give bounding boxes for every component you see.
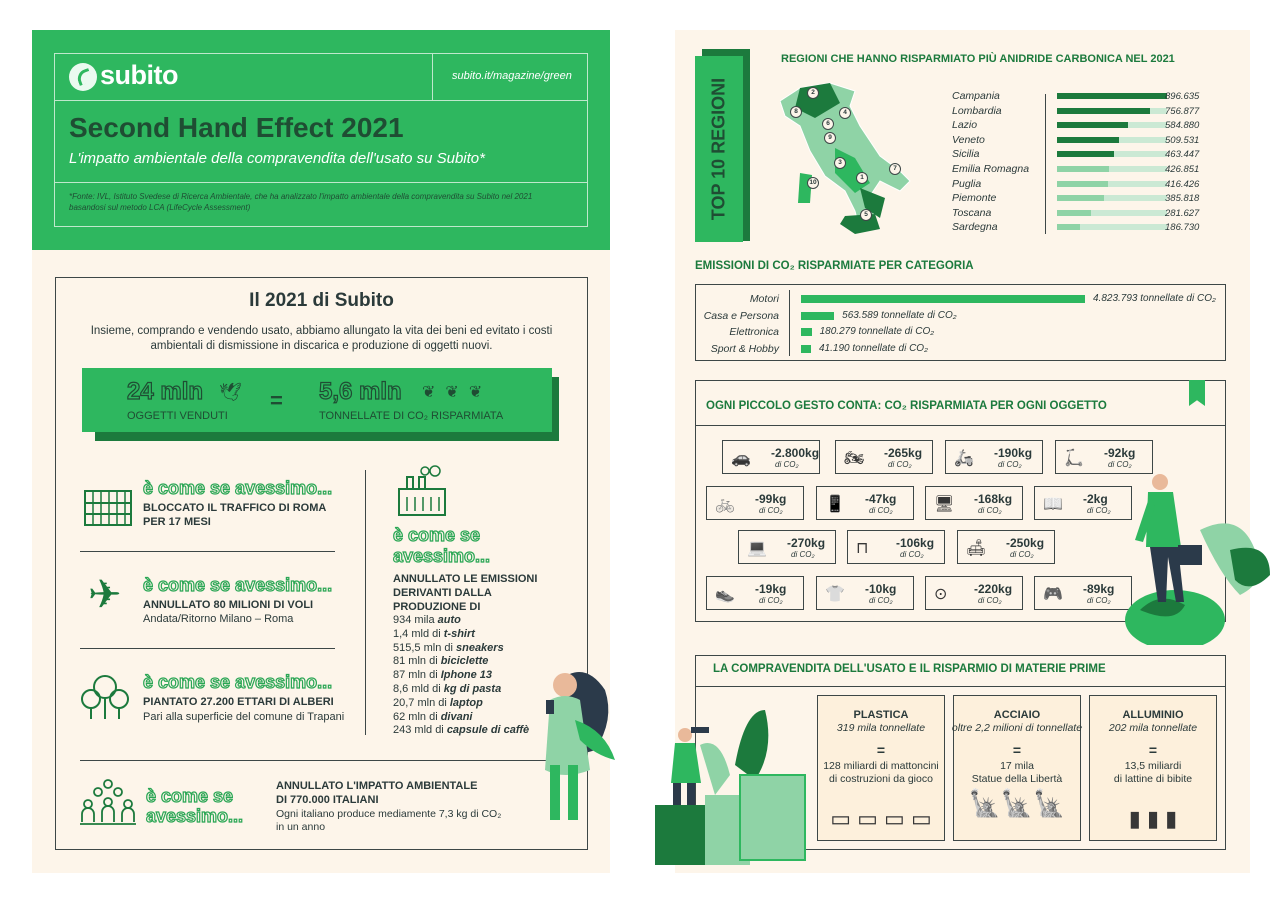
region-bar: [1057, 224, 1080, 230]
production-text: DERIVANTI DALLA: [393, 587, 492, 599]
region-value: 896.635: [1165, 91, 1200, 102]
object-co2-unit: di CO₂: [1010, 550, 1034, 559]
leaf-icon: ❦❦❦: [422, 384, 493, 401]
airplane-icon: ✈: [88, 573, 122, 617]
region-bar: [1057, 137, 1119, 143]
as-if-heading: avessimo...: [393, 546, 491, 566]
region-name: Lombardia: [952, 104, 1002, 117]
italians-subtext: Ogni italiano produce mediamente 7,3 kg di CO₂: [276, 808, 502, 820]
as-if-heading: è come se avessimo...: [143, 478, 333, 498]
category-name: Motori: [749, 293, 779, 305]
header-banner: [32, 30, 610, 250]
object-card: [847, 530, 945, 564]
object-co2-unit: di CO₂: [759, 506, 783, 515]
object-co2-unit: di CO₂: [869, 506, 893, 515]
material-amount: 319 mila tonnellate: [836, 722, 926, 734]
map-rank-marker: 10: [807, 177, 819, 189]
production-text: PRODUZIONE DI: [393, 601, 481, 613]
factory-icon: [395, 465, 449, 519]
sofa-icon: 🛋: [966, 540, 987, 557]
material-amount: oltre 2,2 milioni di tonnellate: [951, 722, 1083, 734]
object-co2-value: -270kg: [787, 536, 826, 550]
object-co2-unit: di CO₂: [978, 506, 1002, 515]
trees-text: PIANTATO 27.200 ETTARI DI ALBERI: [143, 696, 334, 708]
objects-sold-value: 24 mln: [127, 378, 204, 405]
material-equivalent: di costruzioni da gioco: [829, 773, 933, 785]
motorbike-icon: 🏍: [844, 450, 865, 467]
object-co2-value: -99kg: [755, 492, 787, 506]
subito-logo-icon: [69, 63, 97, 91]
region-name: Sicilia: [952, 148, 980, 161]
co2-saved-label: TONNELLATE DI CO₂ RISPARMIATA: [319, 410, 504, 422]
lego-bricks-icon: ▭ ▭ ▭ ▭: [830, 806, 932, 831]
region-value: 281.627: [1165, 207, 1200, 219]
object-co2-value: -190kg: [994, 446, 1033, 460]
game-console-icon: 🎮: [1043, 586, 1063, 603]
page-subtitle: L'impatto ambientale della compravendita dell'usato su Subito*: [69, 150, 485, 167]
production-item: 62 mln di divani: [393, 710, 473, 723]
objects-sold-label: OGGETTI VENDUTI: [127, 410, 228, 422]
soda-can-icon: ▮ ▮ ▮: [1128, 806, 1178, 831]
region-bar: [1057, 93, 1167, 99]
object-card: [925, 576, 1023, 610]
object-co2-unit: di CO₂: [888, 460, 912, 469]
stats-banner: [82, 368, 552, 432]
category-name: Sport & Hobby: [710, 342, 779, 355]
material-equivalent: 128 miliardi di mattoncini: [823, 760, 939, 772]
object-co2-value: -2.800kg: [771, 446, 820, 460]
region-bar: [1057, 181, 1108, 187]
material-name: ALLUMINIO: [1122, 709, 1184, 721]
object-co2-unit: di CO₂: [998, 460, 1022, 469]
regions-axis: [1045, 94, 1046, 234]
binoculars-boxes-illustration: [655, 705, 810, 865]
region-bar: [1057, 210, 1091, 216]
category-bar: [801, 328, 812, 336]
header-divider: [54, 182, 588, 183]
object-card: [706, 486, 804, 520]
smartphone-icon: 📱: [825, 496, 845, 513]
object-card: [925, 486, 1023, 520]
scooter-icon: 🛵: [954, 450, 974, 467]
object-co2-unit: di CO₂: [791, 550, 815, 559]
production-text: ANNULLATO LE EMISSIONI: [393, 573, 538, 585]
equals-sign: =: [876, 742, 886, 758]
map-rank-marker: 6: [822, 118, 834, 130]
book-icon: 📖: [1043, 496, 1063, 513]
year-intro: Insieme, comprando e vendendo usato, abbiamo allungato la vita dei beni ed evitato i costi: [90, 325, 553, 337]
equals-sign: =: [270, 388, 283, 413]
map-rank-marker: 2: [807, 87, 819, 99]
top10-side-label: [695, 56, 743, 242]
region-value: 756.877: [1165, 105, 1200, 117]
object-card: [722, 440, 820, 474]
production-item: 87 mln di Iphone 13: [393, 669, 493, 682]
categories-axis: [789, 290, 790, 356]
object-card: [1055, 440, 1153, 474]
as-if-heading: è come se: [146, 786, 234, 806]
object-co2-unit: di CO₂: [1108, 460, 1132, 469]
shoe-icon: 👟: [715, 586, 735, 603]
page-title: Second Hand Effect 2021: [69, 112, 404, 143]
object-card: [945, 440, 1043, 474]
italians-text: ANNULLATO L'IMPATTO AMBIENTALE: [276, 780, 478, 792]
column-divider: [365, 470, 366, 735]
year-intro: ambientali di dismissione in discarica e produzione di oggetti nuovi.: [150, 340, 493, 352]
as-if-heading: è come se avessimo...: [143, 575, 333, 595]
category-bar: [801, 312, 834, 320]
region-value: 416.426: [1165, 178, 1200, 190]
divider: [695, 425, 1226, 426]
rome-traffic-text: BLOCCATO IL TRAFFICO DI ROMA: [143, 502, 327, 514]
divider: [80, 760, 555, 761]
object-co2-value: -89kg: [1083, 582, 1115, 596]
category-name: Elettronica: [729, 326, 779, 338]
category-value: 180.279 tonnellate di CO₂: [819, 326, 935, 337]
material-equivalent: 17 mila: [1000, 760, 1034, 772]
region-value: 509.531: [1165, 134, 1200, 146]
hoodie-icon: 👕: [825, 586, 845, 603]
object-co2-value: -2kg: [1083, 492, 1108, 506]
material-name: PLASTICA: [853, 709, 909, 721]
region-value: 426.851: [1165, 164, 1200, 175]
object-card: [816, 576, 914, 610]
region-name: Piemonte: [952, 192, 997, 205]
italy-map: [780, 78, 920, 240]
trees-subtext: Pari alla superficie del comune di Trapani: [143, 711, 345, 723]
italians-subtext: in un anno: [276, 821, 326, 833]
as-if-heading: è come se avessimo...: [143, 672, 333, 692]
category-value: 41.190 tonnellate di CO₂: [819, 342, 928, 354]
categories-title: EMISSIONI DI CO₂ RISPARMIATE PER CATEGORIA: [695, 260, 974, 272]
category-name: Casa e Persona: [703, 309, 779, 322]
e-scooter-icon: 🛴: [1064, 450, 1084, 467]
year-title: Il 2021 di Subito: [249, 290, 394, 311]
object-co2-unit: di CO₂: [759, 596, 783, 605]
divider: [695, 686, 1226, 687]
object-card: [738, 530, 836, 564]
bicycle-icon: 🚲: [715, 496, 735, 513]
region-name: Puglia: [952, 177, 982, 190]
region-bar: [1057, 195, 1104, 201]
object-co2-unit: di CO₂: [978, 596, 1002, 605]
map-rank-marker: 3: [834, 157, 846, 169]
equals-sign: =: [1012, 742, 1022, 758]
material-equivalent: di lattine di bibite: [1113, 773, 1193, 785]
header-divider: [54, 100, 588, 101]
regions-title: REGIONI CHE HANNO RISPARMIATO PIÙ ANIDRIDE CARBONICA NEL 2021: [781, 53, 1175, 65]
object-card: [706, 576, 804, 610]
production-list: [393, 614, 529, 738]
region-name: Emilia Romagna: [952, 163, 1030, 175]
equals-sign: =: [1148, 742, 1158, 758]
man-globe-illustration: [1120, 470, 1275, 645]
map-rank-marker: 9: [824, 132, 836, 144]
category-bar: [801, 295, 1085, 303]
object-card: [835, 440, 933, 474]
materials-title: LA COMPRAVENDITA DELL'USATO E IL RISPARMIO DI MATERIE PRIME: [713, 663, 1106, 675]
header-url[interactable]: subito.it/magazine/green: [452, 70, 572, 82]
map-rank-marker: 7: [889, 163, 901, 175]
object-co2-value: -92kg: [1104, 446, 1136, 460]
flights-text: ANNULLATO 80 MILIONI DI VOLI: [143, 599, 314, 611]
object-co2-value: -47kg: [865, 492, 897, 506]
as-if-heading: avessimo...: [146, 806, 244, 826]
region-value: 463.447: [1165, 149, 1200, 161]
map-rank-marker: 8: [790, 106, 802, 118]
material-amount: 202 mila tonnellate: [1108, 722, 1198, 734]
region-name: Veneto: [952, 133, 985, 146]
car-icon: 🚗: [731, 450, 751, 467]
flights-subtext: Andata/Ritorno Milano – Roma: [143, 613, 294, 625]
trees-icon: [80, 673, 130, 721]
objects-title: OGNI PICCOLO GESTO CONTA: CO₂ RISPARMIATA PER OGNI OGGETTO: [706, 400, 1107, 412]
object-card: [957, 530, 1055, 564]
rome-traffic-text: PER 17 MESI: [143, 516, 211, 528]
object-co2-unit: di CO₂: [1087, 596, 1111, 605]
source-footnote: basandosi sul metodo LCA (LifeCycle Assessment): [69, 203, 251, 212]
italians-text: DI 770.000 ITALIANI: [276, 794, 379, 806]
object-co2-value: -168kg: [974, 492, 1013, 506]
object-co2-unit: di CO₂: [775, 460, 799, 469]
region-bar: [1057, 108, 1150, 114]
people-icon: [80, 778, 136, 826]
production-item: 20,7 mln di laptop: [393, 696, 483, 709]
object-co2-unit: di CO₂: [869, 596, 893, 605]
year-section-frame: [55, 277, 588, 850]
production-item: 1,4 mld di t-shirt: [393, 627, 475, 640]
object-co2-value: -220kg: [974, 582, 1013, 596]
object-co2-value: -19kg: [755, 582, 787, 596]
map-rank-marker: 4: [839, 107, 851, 119]
region-value: 186.730: [1165, 222, 1200, 234]
statue-of-liberty-icon: 🗽🗽🗽: [968, 788, 1066, 818]
divider: [80, 551, 335, 552]
monitor-icon: 🖥: [934, 496, 955, 513]
production-item: 243 mld di capsule di caffè: [393, 724, 530, 737]
category-value: 563.589 tonnellate di CO₂: [842, 309, 957, 321]
object-card: [1034, 486, 1132, 520]
source-footnote: *Fonte: IVL, Istituto Svedese di Ricerca Ambientale, che ha analizzato l'impatto ambientale della compravendita su Subito nel 2021: [69, 192, 533, 201]
region-name: Toscana: [952, 206, 992, 219]
table-icon: ⊓: [856, 540, 869, 557]
region-bar: [1057, 166, 1109, 172]
region-bar: [1057, 151, 1114, 157]
production-item: 515,5 mln di sneakers: [393, 641, 504, 654]
region-name: Lazio: [952, 119, 978, 132]
subito-logo-text: subito: [100, 60, 178, 90]
bird-icon: 🕊: [219, 382, 242, 402]
map-rank-marker: 1: [856, 172, 868, 184]
region-value: 584.880: [1165, 120, 1200, 132]
header-divider: [432, 53, 433, 100]
stroller-icon: ⊙: [934, 586, 948, 603]
material-name: ACCIAIO: [993, 709, 1041, 721]
production-item: 934 mila auto: [393, 614, 461, 626]
map-rank-marker: 5: [860, 209, 872, 221]
laptop-icon: 💻: [747, 540, 767, 557]
category-value: 4.823.793 tonnellate di CO₂: [1093, 293, 1216, 304]
category-bar: [801, 345, 811, 353]
material-equivalent: Statue della Libertà: [971, 773, 1063, 785]
object-co2-value: -250kg: [1006, 536, 1045, 550]
object-co2-unit: di CO₂: [1087, 506, 1111, 515]
object-co2-value: -265kg: [884, 446, 923, 460]
material-equivalent: 13,5 miliardi: [1124, 760, 1182, 772]
as-if-heading: è come se: [393, 525, 481, 545]
object-card: [816, 486, 914, 520]
object-co2-unit: di CO₂: [900, 550, 924, 559]
colosseum-icon: [83, 485, 133, 527]
production-item: 8,6 mld di kg di pasta: [393, 682, 502, 695]
production-item: 81 mln di biciclette: [393, 655, 489, 668]
object-co2-value: -106kg: [896, 536, 935, 550]
divider: [80, 648, 335, 649]
region-bar: [1057, 122, 1128, 128]
object-card: [1034, 576, 1132, 610]
region-name: Campania: [952, 90, 1000, 102]
region-value: 385.818: [1165, 193, 1200, 205]
object-co2-value: -10kg: [865, 582, 897, 596]
woman-phone-illustration: [520, 660, 620, 830]
region-name: Sardegna: [952, 221, 998, 234]
top10-side-text: TOP 10 REGIONI: [708, 77, 729, 221]
co2-saved-value: 5,6 mln: [319, 378, 402, 405]
